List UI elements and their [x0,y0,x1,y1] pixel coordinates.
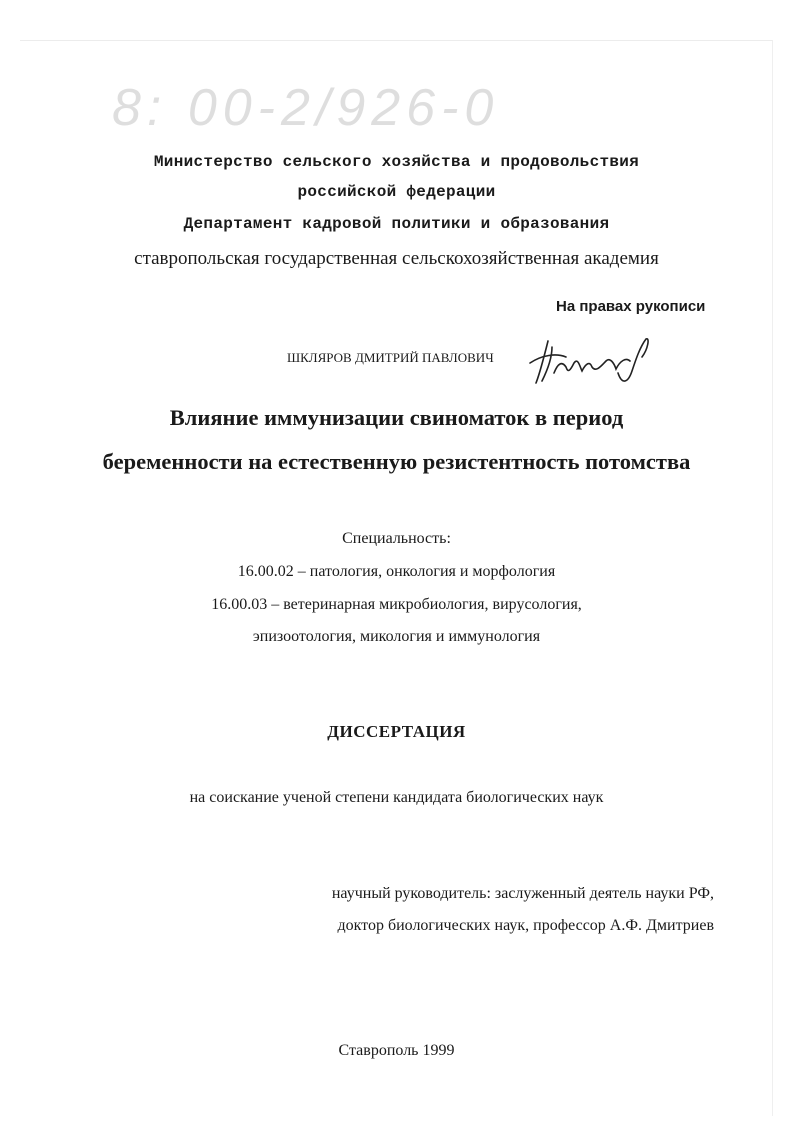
archive-stamp: 8: 00-2/926-0 [112,79,500,137]
place-year: Ставрополь 1999 [338,1042,455,1059]
supervisor-line-1: научный руководитель: заслуженный деятель науки РФ, [331,885,714,902]
title-line-2: беременности на естественную резистентность потомства [102,449,691,474]
author-name: ШКЛЯРОВ ДМИТРИЙ ПАВЛОВИЧ [287,350,494,365]
federation-line: российской федерации [297,183,496,201]
supervisor-line-2: доктор биологических наук, профессор А.Ф. Дмитриев [337,917,714,934]
academy-line: ставропольская государственная сельскохозяйственная академия [134,248,659,269]
specialty-code-1: 16.00.02 – патология, онкология и морфология [237,563,556,580]
author-signature [522,333,657,388]
specialty-label: Специальность: [342,530,451,547]
degree-line: на соискание ученой степени кандидата биологических наук [189,789,604,806]
ministry-line: Министерство сельского хозяйства и продовольствия [153,153,640,171]
specialty-code-2-cont: эпизоотология, микология и иммунология [252,628,541,645]
specialty-code-2: 16.00.03 – ветеринарная микробиология, вирусология, [211,596,582,613]
document-type: ДИССЕРТАЦИЯ [327,722,466,741]
title-line-1: Влияние иммунизации свиноматок в период [169,405,624,430]
department-line: Департамент кадровой политики и образования [183,215,610,233]
rights-note: На правах рукописи [556,298,706,315]
